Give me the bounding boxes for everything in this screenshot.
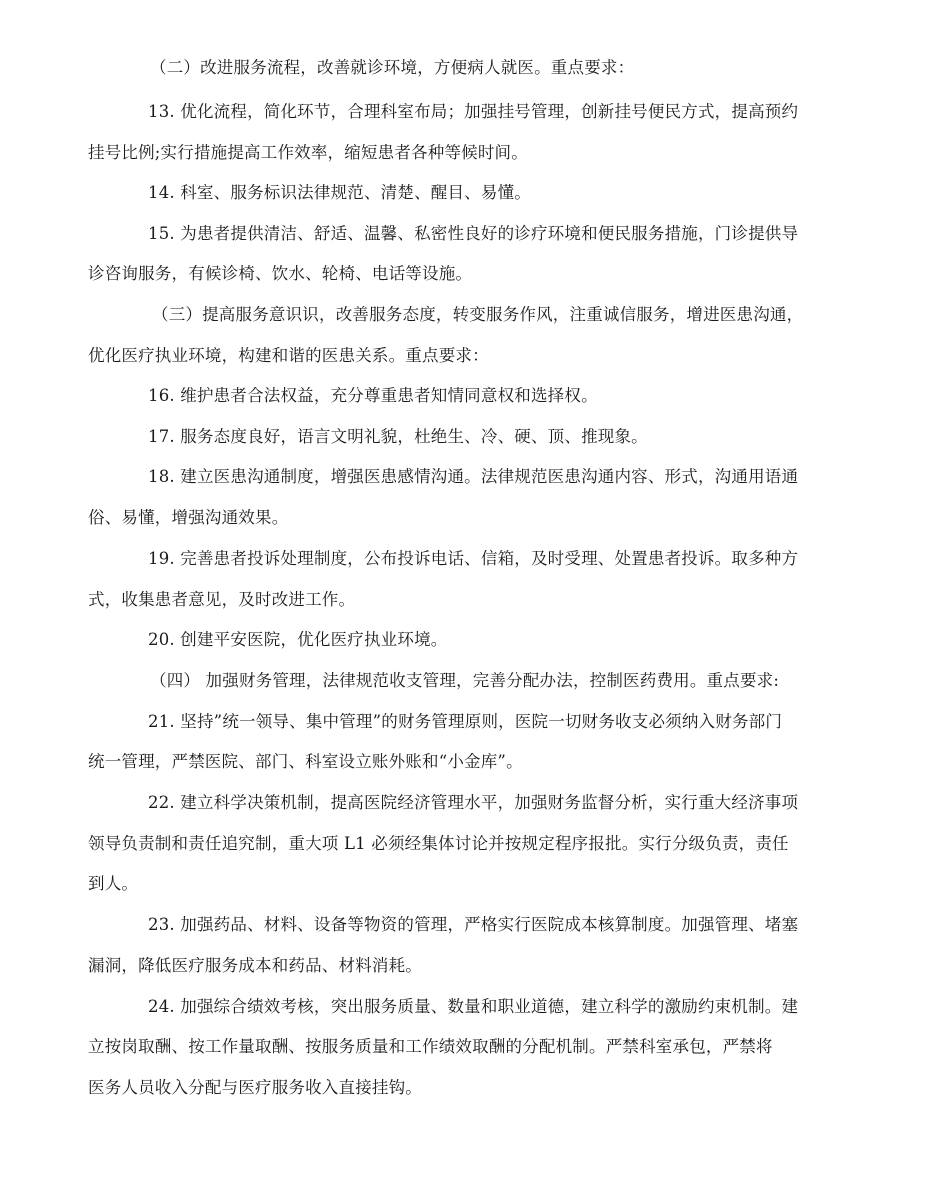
item-22-line-3: 到人。 (88, 874, 139, 893)
item-24-line-2: 立按岗取酬、按工作量取酬、按服务质量和工作绩效取酬的分配机制。严禁科室承包，严禁将 (88, 1037, 773, 1056)
item-16: 16. 维护患者合法权益，充分尊重患者知情同意权和选择权。 (148, 386, 598, 405)
section-heading-3-line-1: （三）提高服务意识识，改善服务态度，转变服务作风，注重诚信服务，增进医患沟通， (152, 305, 804, 324)
item-13-line-2: 挂号比例;实行措施提高工作效率，缩短患者各种等候时间。 (88, 143, 528, 162)
item-15-line-1: 15. 为患者提供清洁、舒适、温馨、私密性良好的诊疗环境和便民服务措施，门诊提供导 (148, 224, 799, 243)
item-21-line-2: 统一管理，严禁医院、部门、科室设立账外账和“小金库”。 (88, 752, 523, 771)
item-15-line-2: 诊咨询服务，有候诊椅、饮水、轮椅、电话等设施。 (88, 264, 473, 283)
item-17: 17. 服务态度良好，语言文明礼貌，杜绝生、冷、硬、顶、推现象。 (148, 427, 648, 446)
item-13-line-1: 13. 优化流程，简化环节，合理科室布局；加强挂号管理，创新挂号便民方式，提高预约 (148, 102, 799, 121)
item-24-line-1: 24. 加强综合绩效考核，突出服务质量、数量和职业道德，建立科学的激励约束机制。建 (148, 997, 799, 1016)
item-14: 14. 科室、服务标识法律规范、清楚、醒目、易懂。 (148, 183, 531, 202)
item-20: 20. 创建平安医院，优化医疗执业环境。 (148, 630, 448, 649)
section-heading-2: （二）改进服务流程，改善就诊环境，方便病人就医。重点要求： (150, 58, 635, 77)
item-18-line-1: 18. 建立医患沟通制度，增强医患感情沟通。法律规范医患沟通内容、形式，沟通用语通 (148, 467, 799, 486)
item-18-line-2: 俗、易懂，增强沟通效果。 (88, 508, 289, 527)
item-21-line-1: 21. 坚持”统一领导、集中管理”的财务管理原则，医院一切财务收支必须纳入财务部门 (148, 712, 783, 731)
section-heading-4: （四） 加强财务管理，法律规范收支管理，完善分配办法，控制医药费用。重点要求: (150, 671, 780, 690)
item-22-line-1: 22. 建立科学决策机制，提高医院经济管理水平，加强财务监督分析，实行重大经济事项 (148, 793, 799, 812)
item-22-line-2: 领导负责制和责任追究制，重大项 L1 必须经集体讨论并按规定程序报批。实行分级负责，责任 (88, 834, 789, 853)
item-24-line-3: 医务人员收入分配与医疗服务收入直接挂钩。 (88, 1078, 422, 1097)
item-23-line-1: 23. 加强药品、材料、设备等物资的管理，严格实行医院成本核算制度。加强管理、堵塞 (148, 915, 799, 934)
item-23-line-2: 漏洞，降低医疗服务成本和药品、材料消耗。 (88, 956, 422, 975)
item-19-line-2: 式，收集患者意见，及时改进工作。 (88, 590, 356, 609)
item-19-line-1: 19. 完善患者投诉处理制度，公布投诉电话、信箱，及时受理、处置患者投诉。取多种方 (148, 549, 799, 568)
section-heading-3-line-2: 优化医疗执业环境，构建和谐的医患关系。重点要求： (88, 346, 489, 365)
